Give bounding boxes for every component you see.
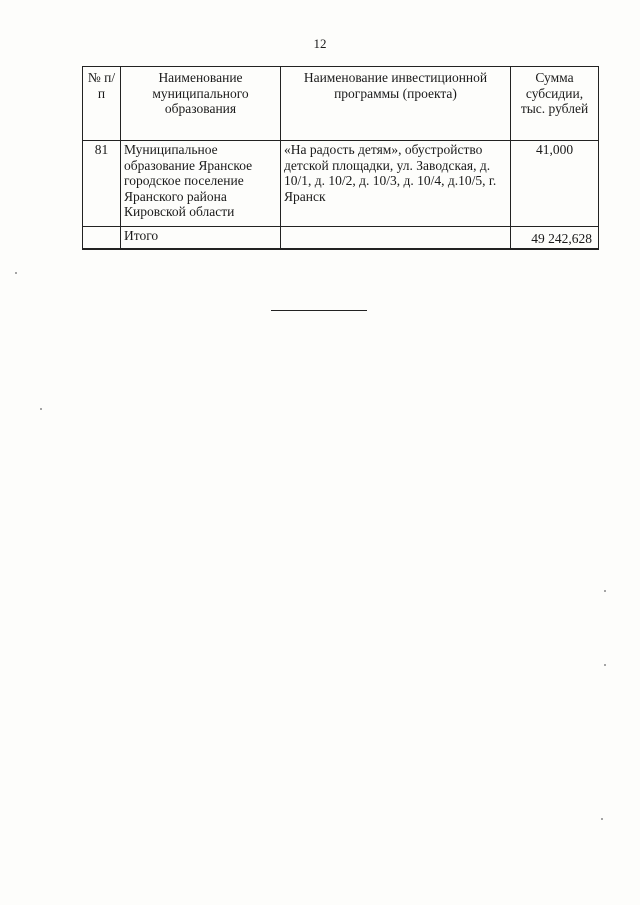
- total-sum-cell: 49 242,628: [511, 227, 599, 249]
- table-header-row: [83, 67, 599, 141]
- header-program: Наименование инвестиционной программы (проекта): [281, 67, 511, 141]
- scan-speck: [604, 590, 606, 592]
- total-label-cell: Итого: [121, 227, 281, 249]
- divider-line: [271, 310, 367, 311]
- table-row: [83, 141, 599, 227]
- row-municipality-cell: Муниципальное образование Яранское городское поселение Яранского района Кировской области: [121, 141, 281, 227]
- table-total-row: [83, 227, 599, 249]
- page-number: 12: [313, 36, 327, 51]
- scan-speck: [601, 818, 603, 820]
- subsidy-table: [82, 66, 599, 250]
- total-num-cell: [83, 227, 121, 249]
- row-num-cell: 81: [83, 141, 121, 227]
- scan-speck: [40, 408, 42, 410]
- total-program-cell: [281, 227, 511, 249]
- header-municipality: Наименование муниципального образования: [121, 67, 281, 141]
- row-sum-cell: 41,000: [511, 141, 599, 227]
- scan-speck: [15, 272, 17, 274]
- scan-speck: [604, 664, 606, 666]
- header-sum: Сумма субсидии, тыс. рублей: [511, 67, 599, 141]
- header-num: № п/п: [83, 67, 121, 141]
- row-program-cell: «На радость детям», обустройство детской площадки, ул. Заводская, д. 10/1, д. 10/2, д. 10/3, д. 10/4, д.10/5, г. Яранск: [281, 141, 511, 227]
